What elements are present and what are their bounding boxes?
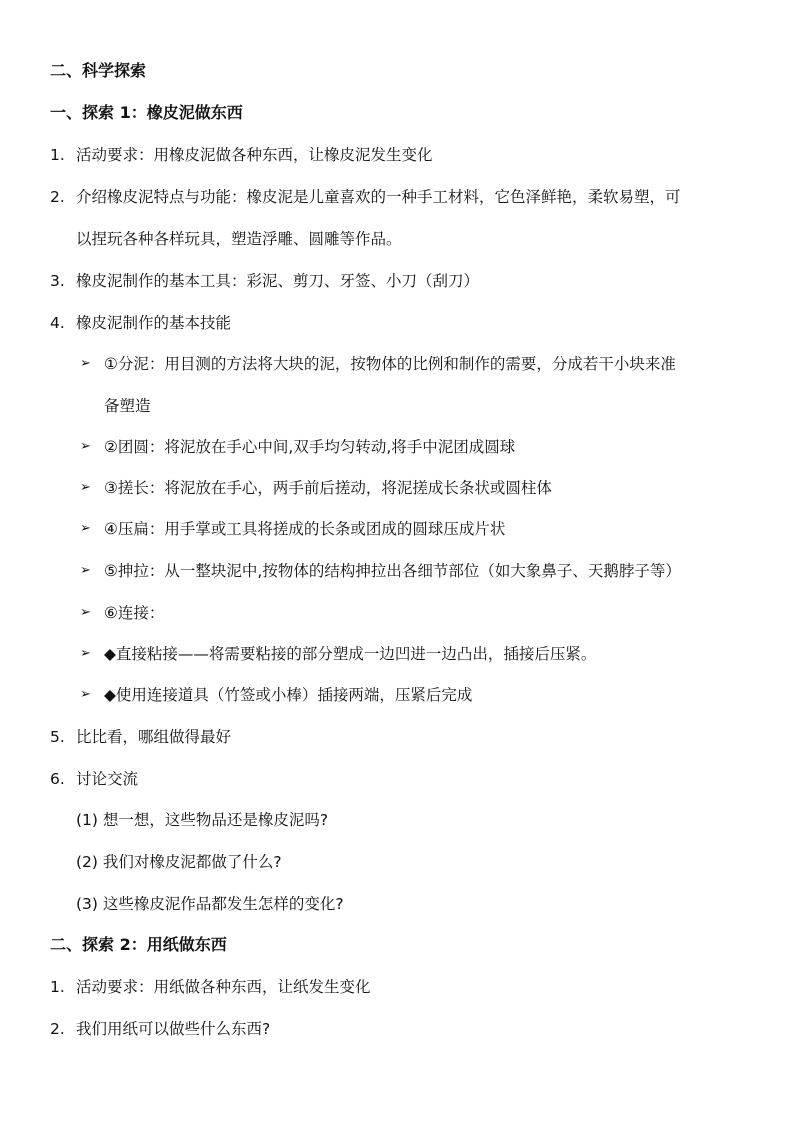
bullet-item-continuation: 备塑造: [104, 397, 151, 415]
explore2-heading: 二、探索 2：用纸做东西: [50, 935, 227, 954]
list-item: 橡皮泥制作的基本技能: [76, 314, 232, 332]
list-item: 活动要求：用橡皮泥做各种东西，让橡皮泥发生变化: [76, 146, 433, 164]
arrow-bullet-icon: ➢: [80, 646, 91, 661]
bullet-item: ④压扁：用手掌或工具将搓成的长条或团成的圆球压成片状: [104, 520, 506, 538]
sub-item: (3) 这些橡皮泥作品都发生怎样的变化?: [76, 895, 344, 913]
list-item: 比比看，哪组做得最好: [76, 728, 232, 746]
explore1-heading: 一、探索 1：橡皮泥做东西: [50, 103, 243, 122]
arrow-bullet-icon: ➢: [80, 563, 91, 578]
list-item: 讨论交流: [76, 770, 139, 788]
bullet-item: ⑤抻拉：从一整块泥中,按物体的结构抻拉出各细节部位（如大象鼻子、天鹅脖子等）: [104, 562, 681, 580]
section-title: 二、科学探索: [50, 61, 147, 80]
bullet-item: ①分泥：用目测的方法将大块的泥，按物体的比例和制作的需要，分成若干小块来准: [104, 355, 676, 373]
arrow-bullet-icon: ➢: [80, 521, 91, 536]
arrow-bullet-icon: ➢: [80, 687, 91, 702]
arrow-bullet-icon: ➢: [80, 439, 91, 454]
bullet-item: ◆使用连接道具（竹签或小棒）插接两端，压紧后完成: [104, 686, 473, 704]
bullet-item: ③搓长：将泥放在手心，两手前后搓动，将泥搓成长条状或圆柱体: [104, 479, 552, 497]
bullet-item: ⑥连接：: [104, 604, 165, 622]
arrow-bullet-icon: ➢: [80, 480, 91, 495]
list-number: 4.: [50, 314, 65, 332]
list-number: 1.: [50, 978, 65, 996]
arrow-bullet-icon: ➢: [80, 605, 91, 620]
list-item-continuation: 以捏玩各种各样玩具，塑造浮雕、圆雕等作品。: [76, 230, 402, 248]
list-item: 橡皮泥制作的基本工具：彩泥、剪刀、牙签、小刀（刮刀）: [76, 272, 480, 290]
list-item: 我们用纸可以做些什么东西?: [76, 1020, 271, 1038]
sub-item: (1) 想一想，这些物品还是橡皮泥吗?: [76, 811, 329, 829]
list-item: 活动要求：用纸做各种东西，让纸发生变化: [76, 978, 371, 996]
sub-item: (2) 我们对橡皮泥都做了什么?: [76, 853, 282, 871]
list-number: 1.: [50, 146, 65, 164]
list-number: 2.: [50, 188, 65, 206]
list-item: 介绍橡皮泥特点与功能：橡皮泥是儿童喜欢的一种手工材料，它色泽鲜艳，柔软易塑，可: [76, 188, 681, 206]
list-number: 6.: [50, 770, 65, 788]
arrow-bullet-icon: ➢: [80, 356, 91, 371]
list-number: 5.: [50, 728, 65, 746]
bullet-item: ②团圆：将泥放在手心中间,双手均匀转动,将手中泥团成圆球: [104, 438, 516, 456]
bullet-item: ◆直接粘接——将需要粘接的部分塑成一边凹进一边凸出，插接后压紧。: [104, 645, 597, 663]
list-number: 2.: [50, 1020, 65, 1038]
list-number: 3.: [50, 272, 65, 290]
